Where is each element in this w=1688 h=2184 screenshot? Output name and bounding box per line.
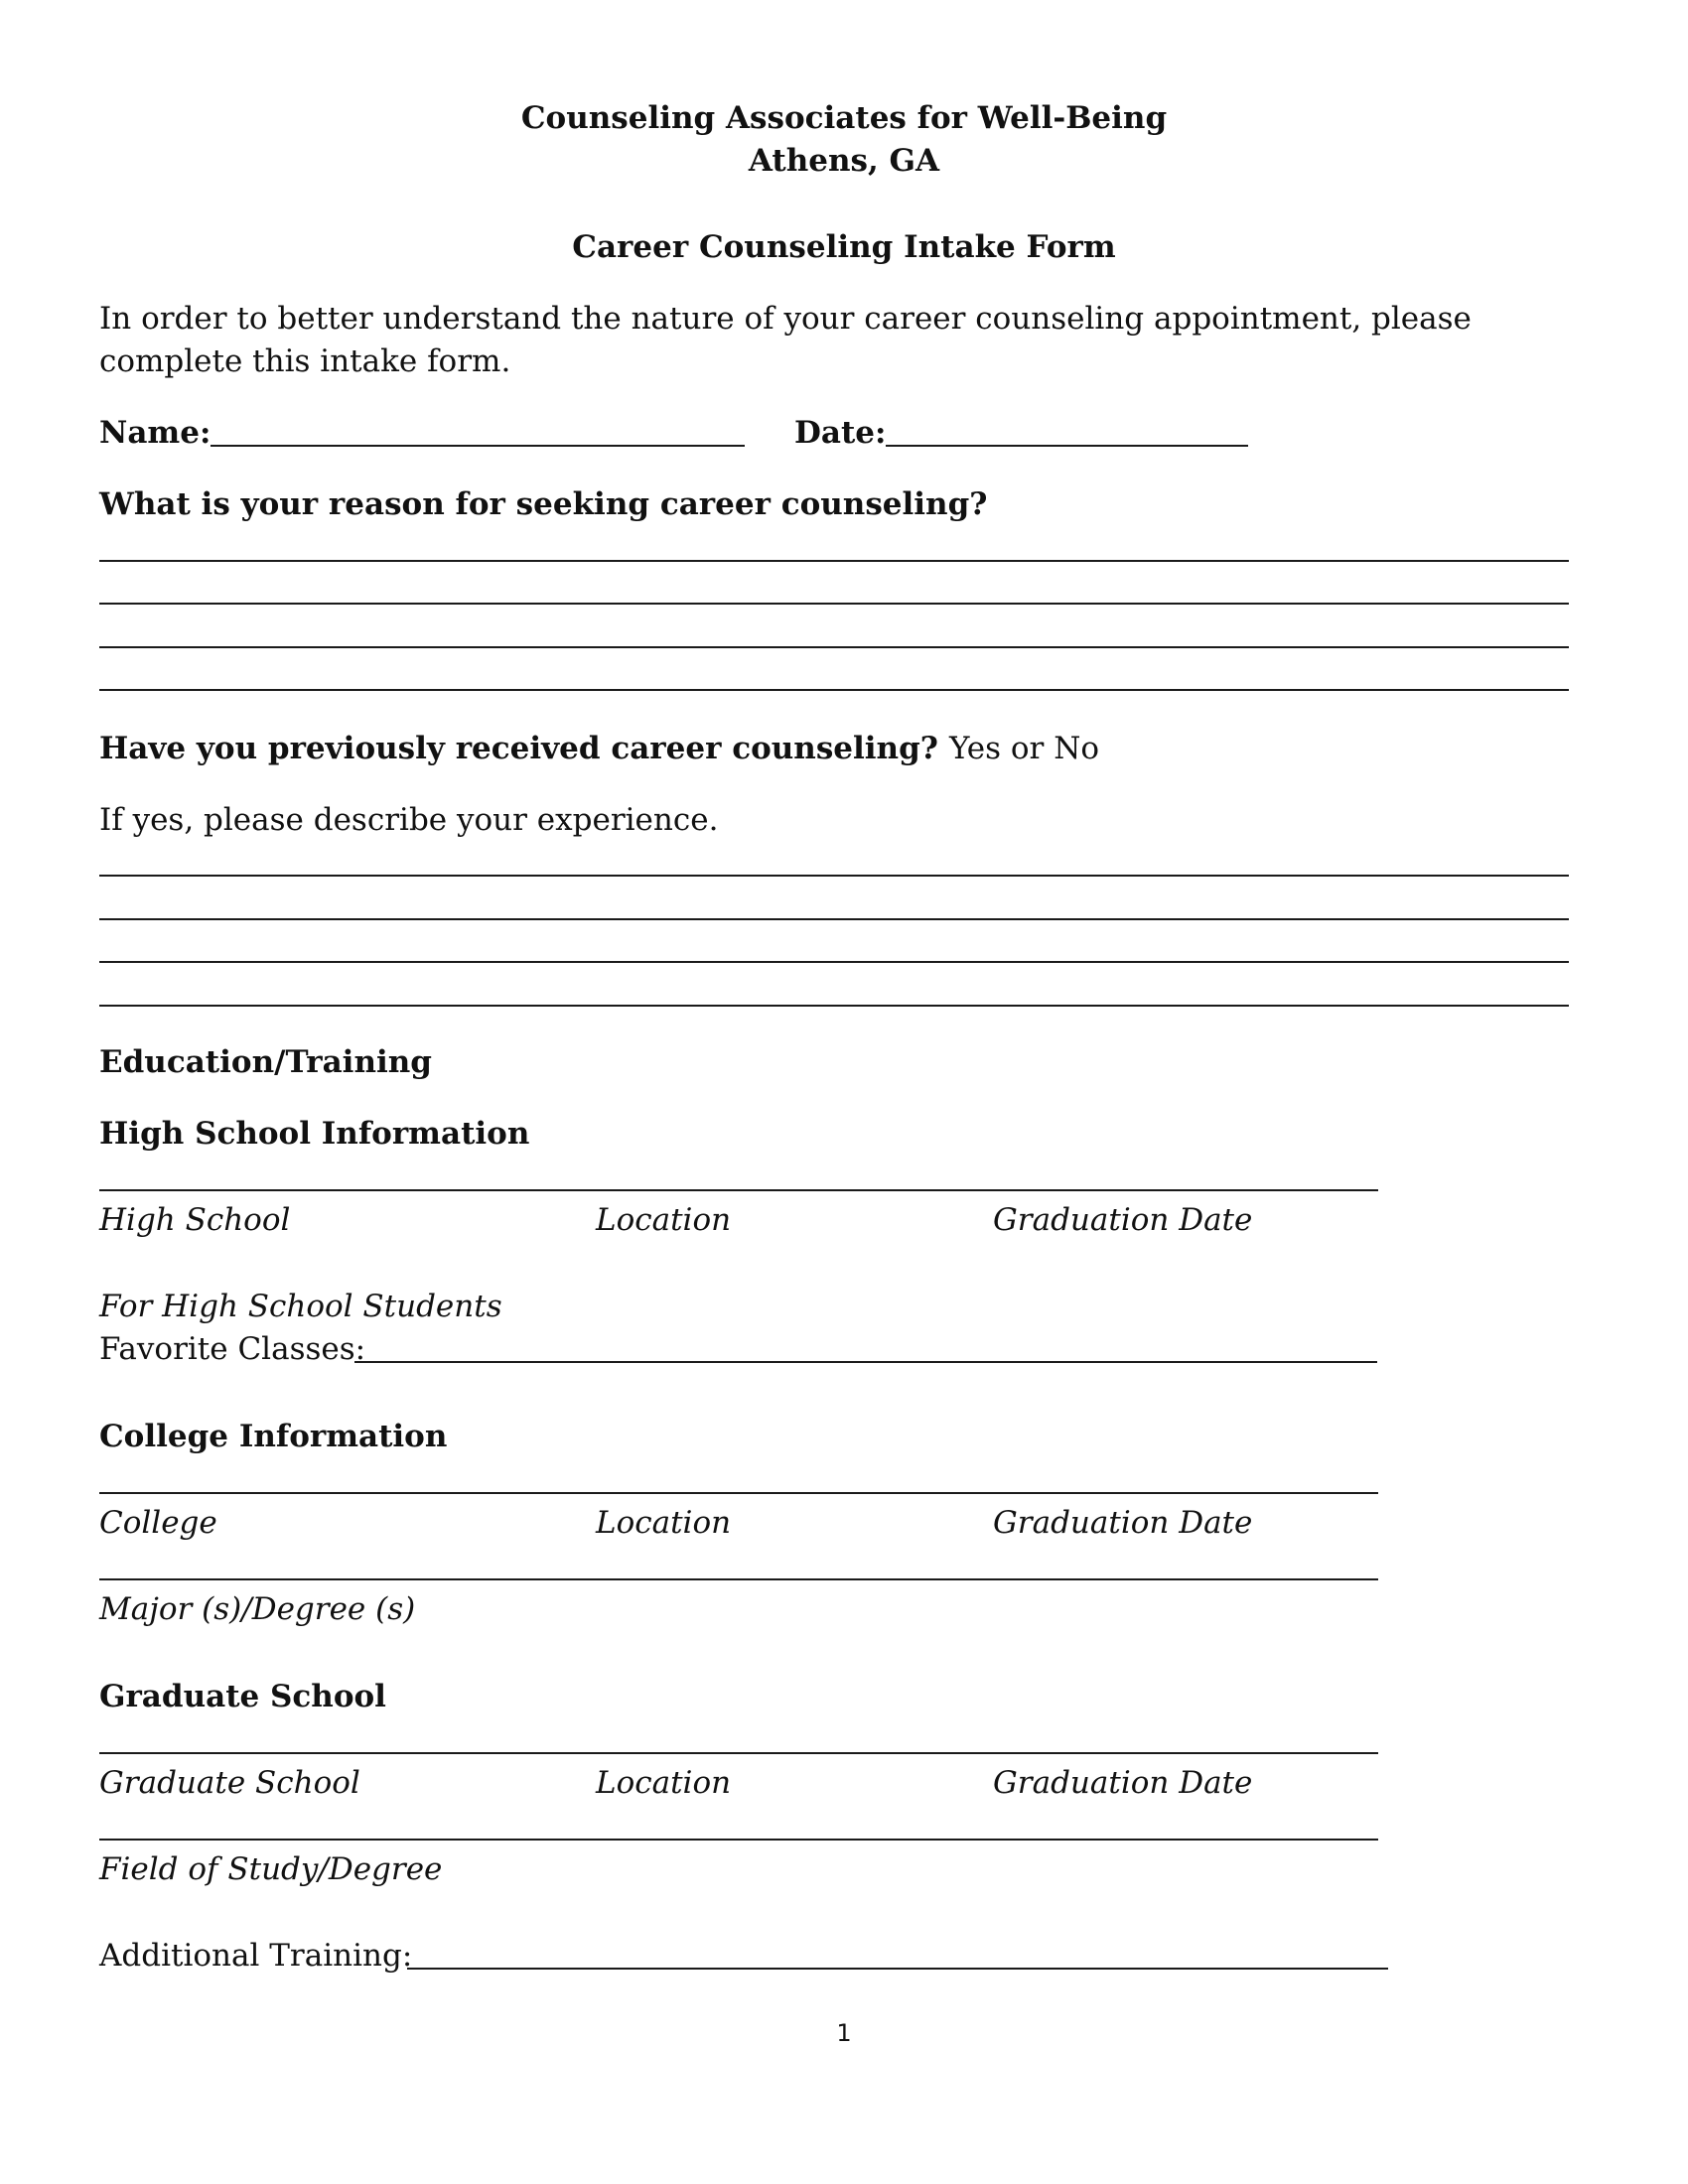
date-field[interactable]	[886, 445, 1248, 447]
major-label: Major (s)/Degree (s)	[99, 1591, 416, 1627]
intro-text: In order to better understand the nature of your career counseling appointment, please complete this intake form.	[99, 301, 1472, 379]
org-name: Counseling Associates for Well-Being	[520, 100, 1168, 136]
graduate-line[interactable]	[99, 1752, 1378, 1754]
page-number: 1	[836, 2019, 852, 2047]
high-school-line[interactable]	[99, 1189, 1378, 1191]
college-location-label: Location	[596, 1505, 732, 1541]
experience-line-3[interactable]	[99, 961, 1569, 963]
high-school-grad-label: Graduation Date	[993, 1202, 1253, 1238]
graduate-location-label: Location	[596, 1765, 732, 1801]
high-school-location-label: Location	[596, 1202, 732, 1238]
field-of-study-label: Field of Study/Degree	[99, 1851, 443, 1887]
graduate-title: Graduate School	[99, 1679, 386, 1714]
college-line[interactable]	[99, 1492, 1378, 1494]
high-school-students-note: For High School Students	[99, 1289, 502, 1324]
graduate-col-label: Graduate School	[99, 1765, 360, 1801]
yes-no-options[interactable]: Yes or No	[949, 731, 1100, 766]
name-label: Name:	[99, 415, 211, 451]
high-school-col-label: High School	[99, 1202, 291, 1238]
reason-answer-line-2[interactable]	[99, 603, 1569, 605]
college-grad-label: Graduation Date	[993, 1505, 1253, 1541]
experience-line-4[interactable]	[99, 1005, 1569, 1007]
favorite-classes-field[interactable]	[354, 1361, 1377, 1363]
additional-training-field[interactable]	[407, 1968, 1388, 1970]
favorite-classes-label: Favorite Classes:	[99, 1331, 366, 1367]
previous-question: Have you previously received career counseling?	[99, 731, 938, 766]
reason-answer-line-1[interactable]	[99, 560, 1569, 562]
experience-line-1[interactable]	[99, 875, 1569, 877]
reason-answer-line-4[interactable]	[99, 689, 1569, 691]
field-of-study-line[interactable]	[99, 1839, 1378, 1841]
additional-training-label: Additional Training:	[99, 1938, 413, 1974]
org-location: Athens, GA	[748, 143, 940, 179]
reason-answer-line-3[interactable]	[99, 646, 1569, 648]
form-title: Career Counseling Intake Form	[572, 229, 1116, 265]
previous-followup: If yes, please describe your experience.	[99, 802, 719, 838]
college-title: College Information	[99, 1419, 448, 1454]
name-field[interactable]	[211, 445, 745, 447]
date-label: Date:	[794, 415, 887, 451]
major-line[interactable]	[99, 1578, 1378, 1580]
reason-question: What is your reason for seeking career counseling?	[99, 486, 988, 522]
high-school-title: High School Information	[99, 1116, 530, 1152]
college-col-label: College	[99, 1505, 217, 1541]
graduate-grad-label: Graduation Date	[993, 1765, 1253, 1801]
education-section-title: Education/Training	[99, 1044, 432, 1080]
experience-line-2[interactable]	[99, 918, 1569, 920]
